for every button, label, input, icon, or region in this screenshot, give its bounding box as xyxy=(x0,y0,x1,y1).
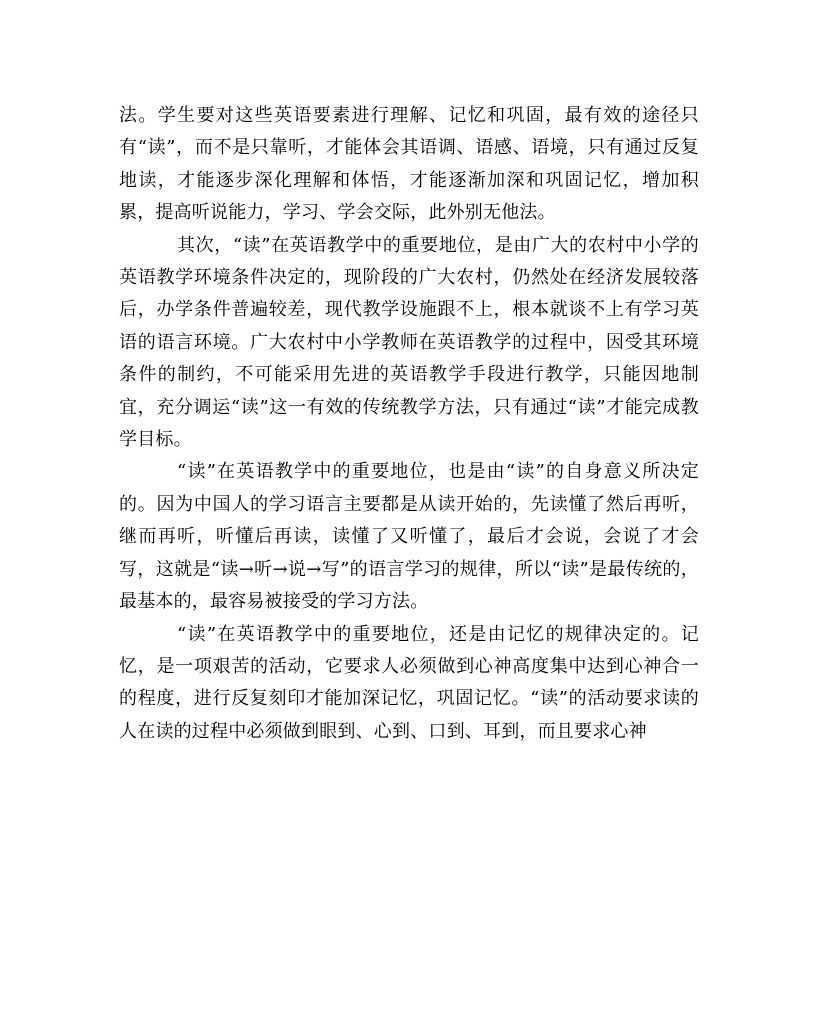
paragraph-3: “读”在英语教学中的重要地位，也是由“读”的自身意义所决定的。因为中国人的学习语言主要都是从读开始的，先读懂了然后再听，继而再听，听懂后再读，读懂了又听懂了，最后才会说，会说了才会写，这就是“读→听→说→写”的语言学习的规律，所以“读”是最传统的，最基本的，最容易被接受的学习方法。 xyxy=(119,461,699,613)
document-body xyxy=(119,100,699,748)
paragraph-2: 其次，“读”在英语教学中的重要地位，是由广大的农村中小学的英语教学环境条件决定的，现阶段的广大农村，仍然处在经济发展较落后，办学条件普遍较差，现代教学设施跟不上，根本就谈不上有学习英语的语言环境。广大农村中小学教师在英语教学的过程中，因受其环境条件的制约，不可能采用先进的英语教学手段进行教学，只能因地制宜，充分调运“读”这一有效的传统教学方法，只有通过“读”才能完成教学目标。 xyxy=(119,234,699,451)
paragraph-4: “读”在英语教学中的重要地位，还是由记忆的规律决定的。记忆，是一项艰苦的活动，它要求人必须做到心神高度集中达到心神合一的程度，进行反复刻印才能加深记忆，巩固记忆。“读”的活动要求读的人在读的过程中必须做到眼到、心到、口到、耳到，而且要求心神 xyxy=(119,623,699,742)
paragraph-1: 法。学生要对这些英语要素进行理解、记忆和巩固，最有效的途径只有“读”，而不是只靠听，才能体会其语调、语感、语境，只有通过反复地读，才能逐步深化理解和体悟，才能逐渐加深和巩固记忆，增加积累，提高听说能力，学习、学会交际，此外别无他法。 xyxy=(119,105,699,224)
